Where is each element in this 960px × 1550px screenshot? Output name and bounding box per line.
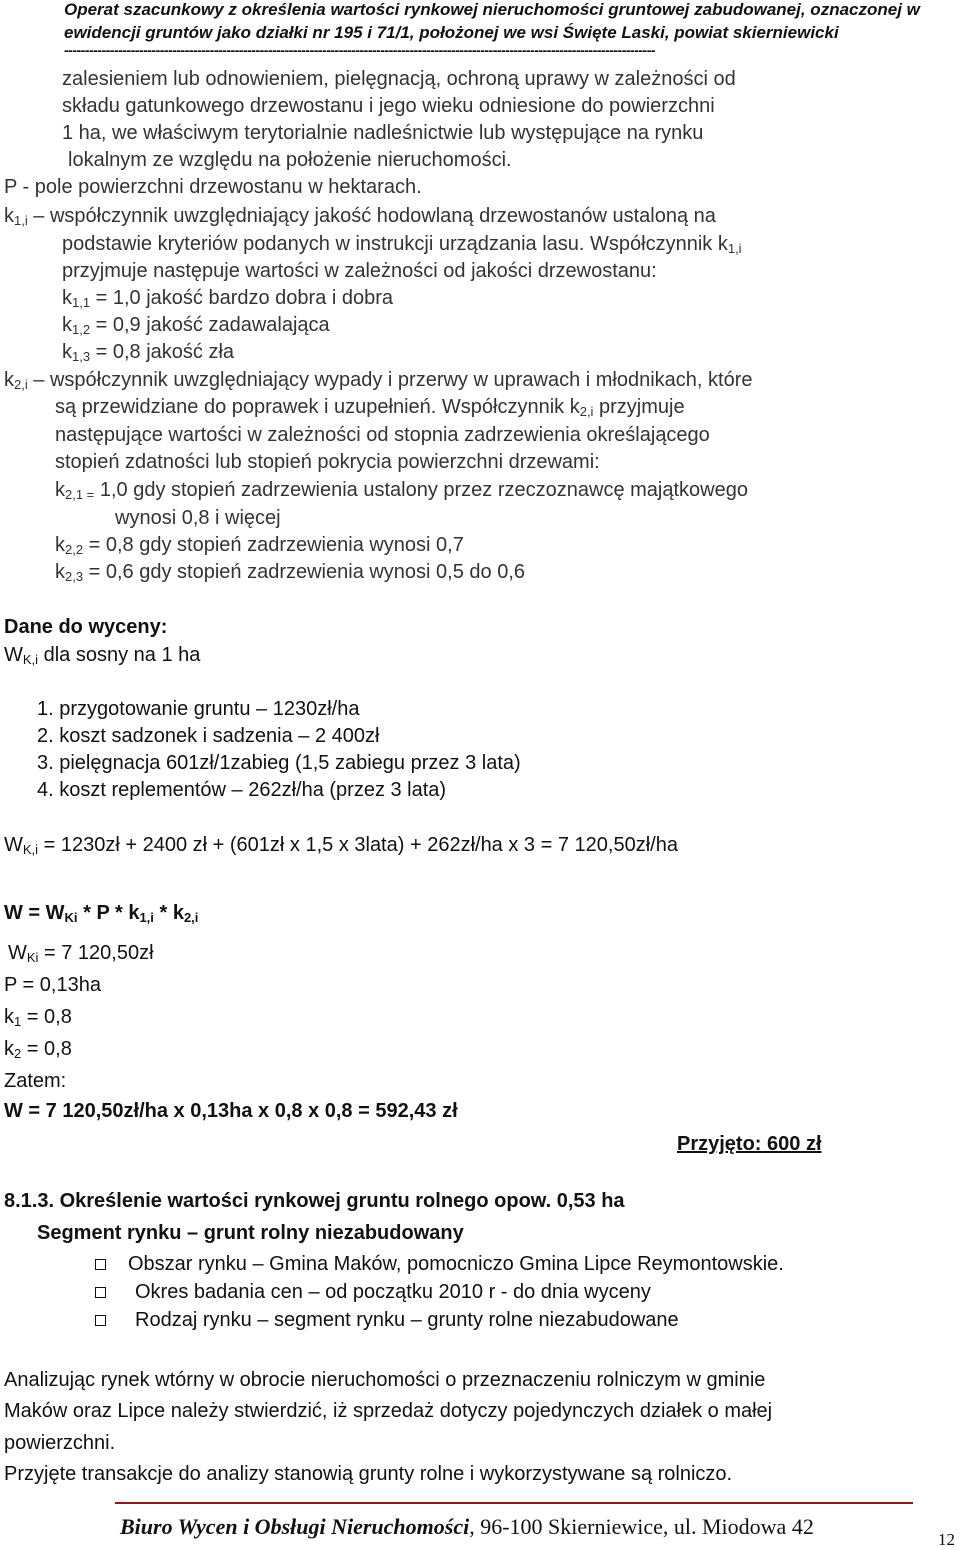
header-line-2: ewidencji gruntów jako działki nr 195 i 71/1, położonej we wsi Święte Laski, powiat skierniewicki <box>64 23 839 42</box>
def-k12: $k_{1,2} = 0,9$ jakość zadawalająca <box>62 314 330 337</box>
def-k13: $k_{1,3} = 0,8$ jakość zła <box>62 341 235 364</box>
paragraph-1-line-3: powierzchni. <box>4 1432 116 1454</box>
paragraph-1-line-2: Maków oraz Lipce należy stwierdzić, iż sprzedaż dotyczy pojedynczych działek o małej <box>4 1400 773 1422</box>
def-continuation-4: lokalnym ze względu na położenie nieruchomości. <box>68 149 512 171</box>
def-k2-line-2: są przewidziane do poprawek i uzupełnień. Współczynnik $k_{2,i}$ przyjmuje <box>55 396 685 419</box>
def-k2-line-3: następujące wartości w zależności od stopnia zadrzewienia określającego <box>55 424 710 446</box>
dane-heading: Dane do wyceny: <box>4 616 168 638</box>
def-k1-line-2: podstawie kryteriów podanych w instrukcji urządzania lasu. Współczynnik $k_{1,i}$ <box>62 233 742 256</box>
def-k1: $k_{1,i}$ – współczynnik uwzględniający jakość hodowlaną drzewostanów ustaloną na <box>4 205 716 228</box>
dane-item-2: 2. koszt sadzonek i sadzenia – 2 400zł <box>37 725 380 747</box>
def-k22: $k_{2,2} = 0,8$ gdy stopień zadrzewienia wynosi 0,7 <box>55 534 464 557</box>
footer-text: Biuro Wycen i Obsługi Nieruchomości, 96-100 Skierniewice, ul. Miodowa 42 <box>120 1514 814 1539</box>
def-k23: $k_{2,3} = 0,6$ gdy stopień zadrzewienia wynosi 0,5 do 0,6 <box>55 561 526 584</box>
def-k21-line-2: wynosi 0,8 i więcej <box>115 507 281 529</box>
def-p: P - pole powierzchni drzewostanu w hektarach. <box>4 176 422 198</box>
result-line: W = 7 120,50zł/ha x 0,13ha x 0,8 x 0,8 = 592,43 zł <box>4 1100 458 1122</box>
wki-calculation: $W_{K,i}$ = 1230zł + 2400 zł + (601zł x 1,5 x 3lata) + 262zł/ha x 3 = 7 120,50zł/ha <box>4 834 678 857</box>
def-k2-line-4: stopień zdatności lub stopień pokrycia powierzchni drzewami: <box>55 451 600 473</box>
def-k21: $k_{2,1 =}$ 1,0 gdy stopień zadrzewienia ustalony przez rzeczoznawcę majątkowego <box>55 479 748 502</box>
footer-divider <box>115 1502 913 1504</box>
bullet-2: Okres badania cen – od początku 2010 r - do dnia wyceny <box>135 1281 651 1303</box>
def-continuation-3: 1 ha, we właściwym terytorialnie nadleśnictwie lub występujące na rynku <box>62 122 704 144</box>
checkbox-bullet-icon <box>95 1259 106 1270</box>
paragraph-2: Przyjęte transakcje do analizy stanowią grunty rolne i wykorzystywane są rolniczo. <box>4 1463 733 1485</box>
value-k1: $k_1 = 0,8$ <box>4 1006 72 1029</box>
checkbox-bullet-icon <box>95 1315 106 1326</box>
accepted-value: Przyjęto: 600 zł <box>677 1133 822 1155</box>
bullet-3: Rodzaj rynku – segment rynku – grunty rolne niezabudowane <box>135 1309 679 1331</box>
header-divider: ---------------------------------------------------------------------------------------------------------------------------------------------- <box>64 42 656 58</box>
header-line-1: Operat szacunkowy z określenia wartości rynkowej nieruchomości gruntowej zabudowanej, oznaczonej w <box>64 0 920 19</box>
paragraph-1-line-1: Analizując rynek wtórny w obrocie nieruchomości o przeznaczeniu rolniczym w gminie <box>4 1369 766 1391</box>
formula: $W = W_{Ki} * P * k_{1,i} * k_{2,i}$ <box>4 902 199 925</box>
dane-item-3: 3. pielęgnacja 601zł/1zabieg (1,5 zabiegu przez 3 lata) <box>37 752 521 774</box>
value-k2: $k_2 = 0,8$ <box>4 1038 72 1061</box>
def-continuation-2: składu gatunkowego drzewostanu i jego wieku odniesione do powierzchni <box>62 95 715 117</box>
def-k1-line-3: przyjmuje następuje wartości w zależności od jakości drzewostanu: <box>62 260 657 282</box>
def-k2: $k_{2,i}$ – współczynnik uwzględniający wypady i przerwy w uprawach i młodnikach, które <box>4 369 753 392</box>
zatem-label: Zatem: <box>4 1070 67 1092</box>
page-number: 12 <box>938 1530 955 1549</box>
checkbox-bullet-icon <box>95 1287 106 1298</box>
dane-item-4: 4. koszt replementów – 262zł/ha (przez 3 lata) <box>37 779 447 801</box>
bullet-1: Obszar rynku – Gmina Maków, pomocniczo Gmina Lipce Reymontowskie. <box>128 1253 784 1275</box>
value-wki: $W_{Ki} = 7$ 120,50zł <box>8 942 154 965</box>
value-p: P = 0,13ha <box>4 974 101 996</box>
dane-item-1: 1. przygotowanie gruntu – 1230zł/ha <box>37 698 360 720</box>
dane-wki: $W_{K,i}$ dla sosny na 1 ha <box>4 644 201 667</box>
def-continuation-1: zalesieniem lub odnowieniem, pielęgnacją, ochroną uprawy w zależności od <box>62 68 736 90</box>
segment-line: Segment rynku – grunt rolny niezabudowany <box>37 1222 464 1244</box>
def-k11: $k_{1,1} = 1,0$ jakość bardzo dobra i dobra <box>62 287 394 310</box>
section-title: 8.1.3. Określenie wartości rynkowej gruntu rolnego opow. 0,53 ha <box>4 1190 625 1212</box>
